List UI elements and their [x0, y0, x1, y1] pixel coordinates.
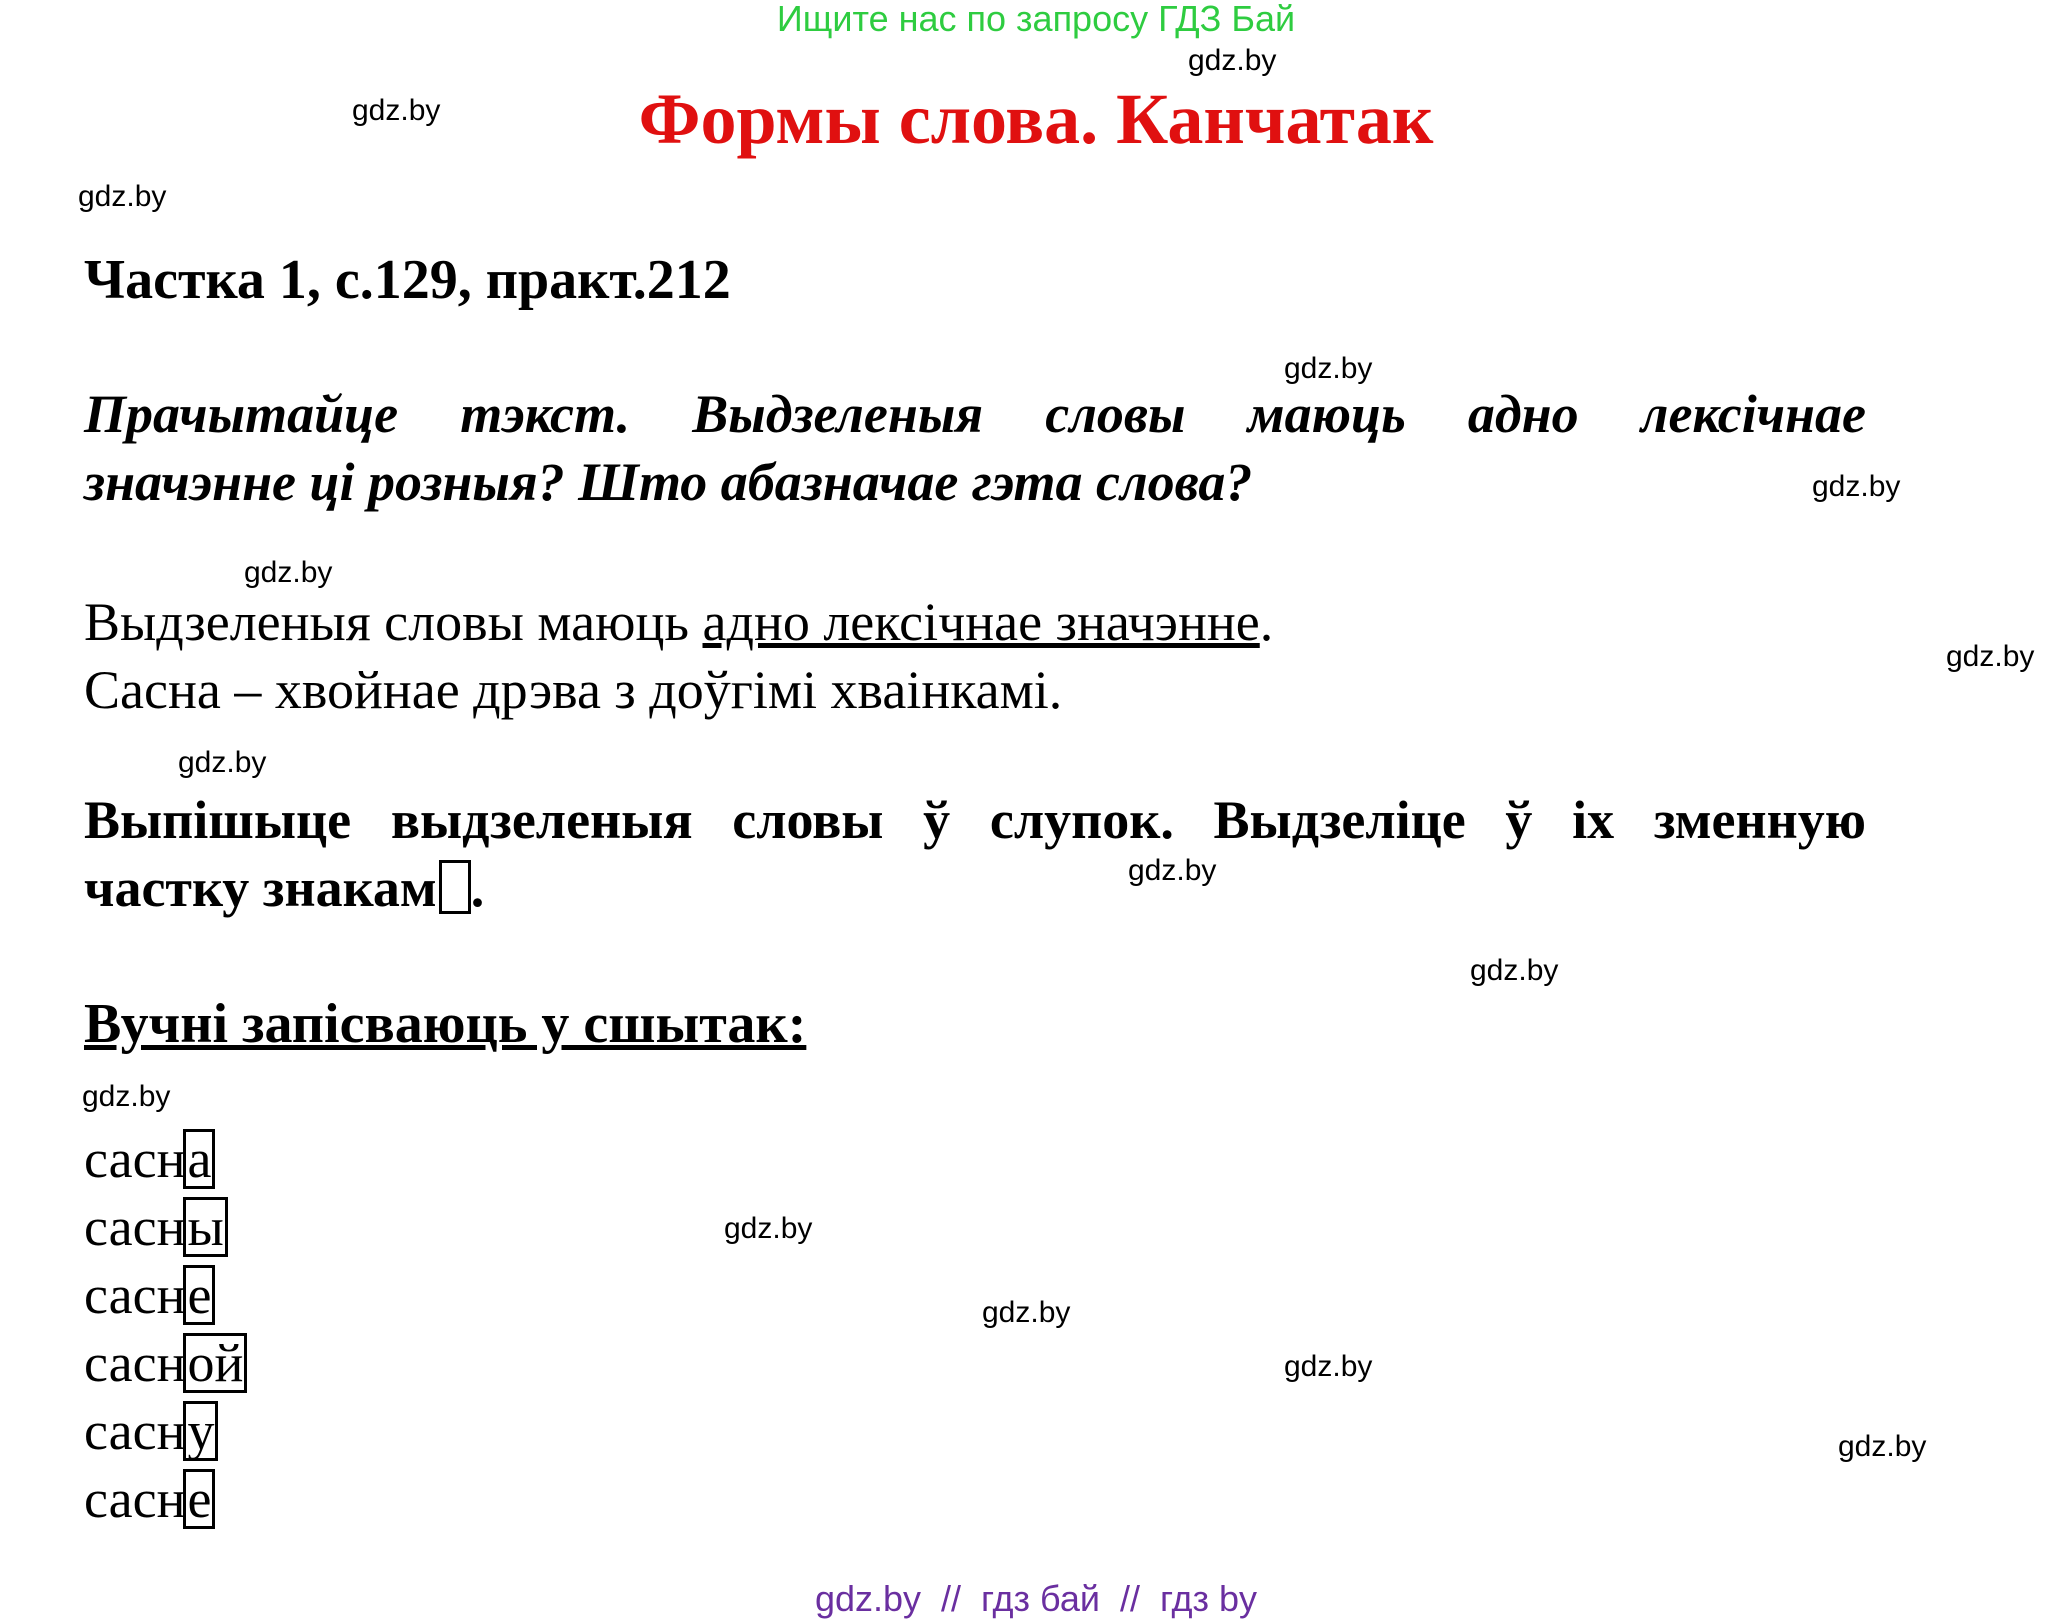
task2-line2-start: частку знакам — [84, 858, 437, 918]
watermark: gdz.by — [982, 1296, 1071, 1329]
word-forms-list — [84, 1125, 247, 1533]
answer-line2: Сасна – хвойнае дрэва з доўгімі хваінкамі. — [84, 660, 1063, 720]
exercise-reference: Частка 1, с.129, практ.212 — [84, 249, 731, 311]
footer-links: gdz.by // гдз бай // гдз by — [814, 1578, 1258, 1619]
watermark: gdz.by — [1838, 1430, 1927, 1463]
watermark: gdz.by — [724, 1212, 813, 1245]
word-form — [84, 1193, 247, 1261]
task2-line1: Выпішыце выдзеленыя словы ў слупок. Выдзеліце ў іх зменную — [84, 790, 1866, 850]
answer-text — [84, 588, 1273, 724]
word-ending: у — [183, 1401, 218, 1461]
watermark: gdz.by — [1470, 954, 1559, 987]
answer-line1-start: Выдзеленыя словы маюць — [84, 592, 703, 652]
task-instructions-2 — [84, 786, 1866, 922]
watermark: gdz.by — [1188, 44, 1277, 77]
word-stem: сасн — [84, 1265, 186, 1325]
word-form — [84, 1125, 247, 1193]
word-stem: сасн — [84, 1333, 186, 1393]
watermark: gdz.by — [244, 556, 333, 589]
word-form — [84, 1261, 247, 1329]
task2-line2-end: . — [470, 858, 485, 918]
watermark: gdz.by — [78, 180, 167, 213]
word-form — [84, 1329, 247, 1397]
word-ending: е — [183, 1265, 215, 1325]
answer-line1 — [84, 588, 1273, 656]
notebook-heading: Вучні запісваюць у сшытак: — [84, 993, 807, 1055]
search-banner: Ищите нас по запросу ГДЗ Бай — [776, 0, 1296, 39]
watermark: gdz.by — [82, 1080, 171, 1113]
task1-line2: значэнне ці розныя? Што абазначае гэта слова? — [84, 452, 1253, 512]
answer-line1-end: . — [1259, 592, 1274, 652]
ending-box-symbol-icon — [439, 860, 471, 914]
task2-line2 — [84, 854, 1866, 922]
page-title: Формы слова. Канчатак — [638, 79, 1434, 159]
task-instructions-1 — [84, 380, 1866, 516]
watermark: gdz.by — [1946, 640, 2035, 673]
watermark: gdz.by — [1128, 854, 1217, 887]
task1-line1: Прачытайце тэкст. Выдзеленыя словы маюць адно лексічнае — [84, 384, 1866, 444]
word-stem: сасн — [84, 1401, 186, 1461]
word-ending: ы — [183, 1197, 227, 1257]
watermark: gdz.by — [1284, 1350, 1373, 1383]
word-stem: сасн — [84, 1129, 186, 1189]
word-stem: сасн — [84, 1469, 186, 1529]
word-stem: сасн — [84, 1197, 186, 1257]
word-ending: е — [183, 1469, 215, 1529]
word-ending: а — [183, 1129, 215, 1189]
watermark: gdz.by — [1812, 470, 1901, 503]
word-form — [84, 1465, 247, 1533]
word-form — [84, 1397, 247, 1465]
word-ending: ой — [183, 1333, 247, 1393]
watermark: gdz.by — [178, 746, 267, 779]
answer-underlined-phrase: адно лексічнае значэнне — [702, 592, 1260, 652]
watermark: gdz.by — [1284, 352, 1373, 385]
watermark: gdz.by — [352, 94, 441, 127]
